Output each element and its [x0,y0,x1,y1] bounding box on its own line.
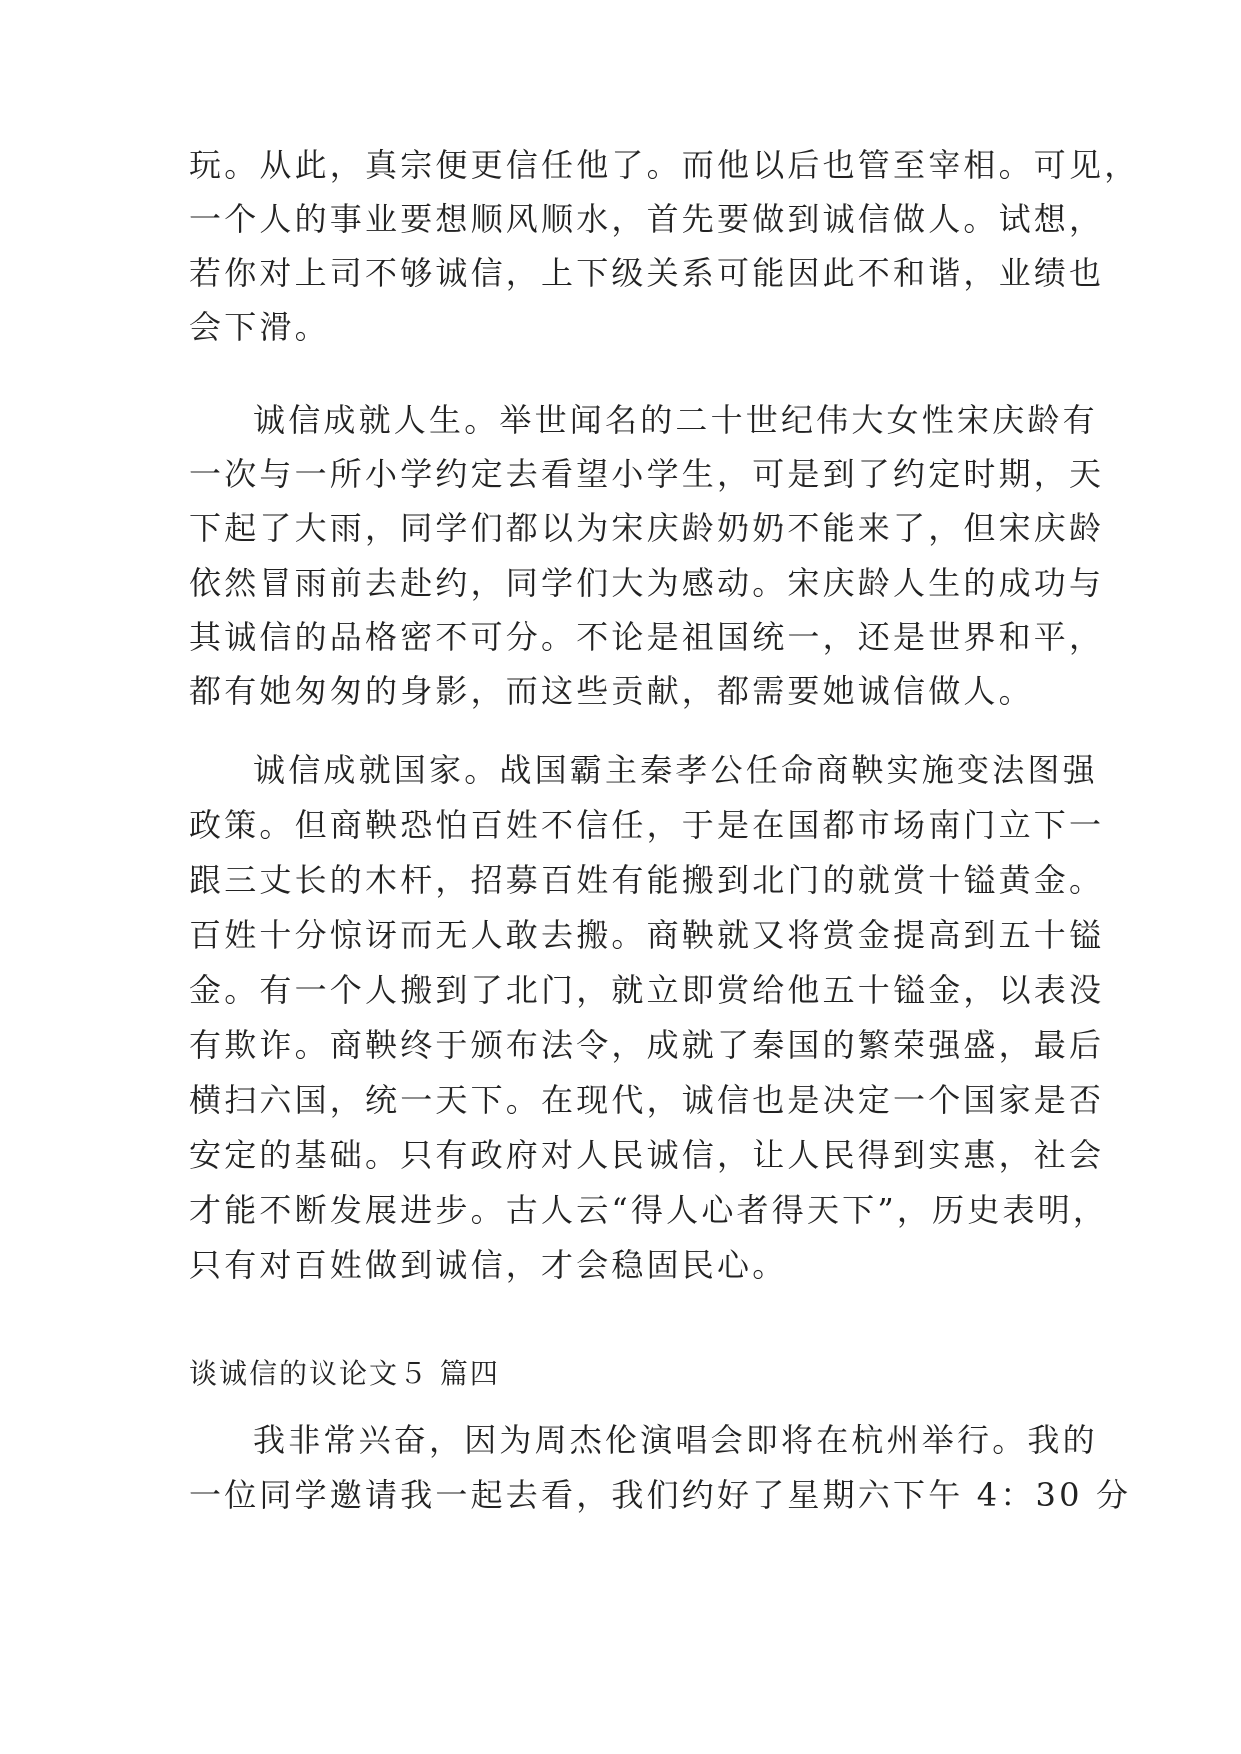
text-line: 其诚信的品格密不可分。不论是祖国统一，还是世界和平， [189,618,1105,656]
text-line: 依然冒雨前去赴约，同学们大为感动。宋庆龄人生的成功与 [189,564,1105,602]
text-line: 政策。但商鞅恐怕百姓不信任，于是在国都市场南门立下一 [189,806,1105,844]
text-line: 有欺诈。商鞅终于颁布法令，成就了秦国的繁荣强盛，最后 [189,1026,1105,1064]
text-line: 安定的基础。只有政府对人民诚信，让人民得到实惠，社会 [189,1136,1105,1174]
text-line: 都有她匆匆的身影，而这些贡献，都需要她诚信做人。 [189,672,1034,710]
text-line: 一次与一所小学约定去看望小学生，可是到了约定时期，天 [189,455,1105,493]
text-line: 诚信成就人生。举世闻名的二十世纪伟大女性宋庆龄有 [253,401,1098,439]
text-line: 百姓十分惊讶而无人敢去搬。商鞅就又将赏金提高到五十镒 [189,916,1105,954]
text-line: 跟三丈长的木杆，招募百姓有能搬到北门的就赏十镒黄金。 [189,861,1105,899]
text-line: 会下滑。 [189,308,330,346]
text-line: 金。有一个人搬到了北门，就立即赏给他五十镒金，以表没 [189,971,1105,1009]
text-line: 诚信成就国家。战国霸主秦孝公任命商鞅实施变法图强 [253,751,1098,789]
text-line: 玩。从此，真宗便更信任他了。而他以后也管至宰相。可见， [189,146,1140,184]
text-line: 我非常兴奋，因为周杰伦演唱会即将在杭州举行。我的 [253,1421,1098,1459]
section-heading: 谈诚信的议论文５ 篇四 [189,1357,500,1390]
text-line: 横扫六国，统一天下。在现代，诚信也是决定一个国家是否 [189,1081,1105,1119]
text-line: 若你对上司不够诚信，上下级关系可能因此不和谐，业绩也 [189,254,1105,292]
text-line: 下起了大雨，同学们都以为宋庆龄奶奶不能来了，但宋庆龄 [189,509,1105,547]
text-line: 一位同学邀请我一起去看，我们约好了星期六下午 4：30 分 [189,1476,1132,1514]
text-line: 只有对百姓做到诚信，才会稳固民心。 [189,1246,788,1284]
text-line: 才能不断发展进步。古人云“得人心者得天下”，历史表明， [189,1191,1109,1229]
text-line: 一个人的事业要想顺风顺水，首先要做到诚信做人。试想， [189,200,1105,238]
